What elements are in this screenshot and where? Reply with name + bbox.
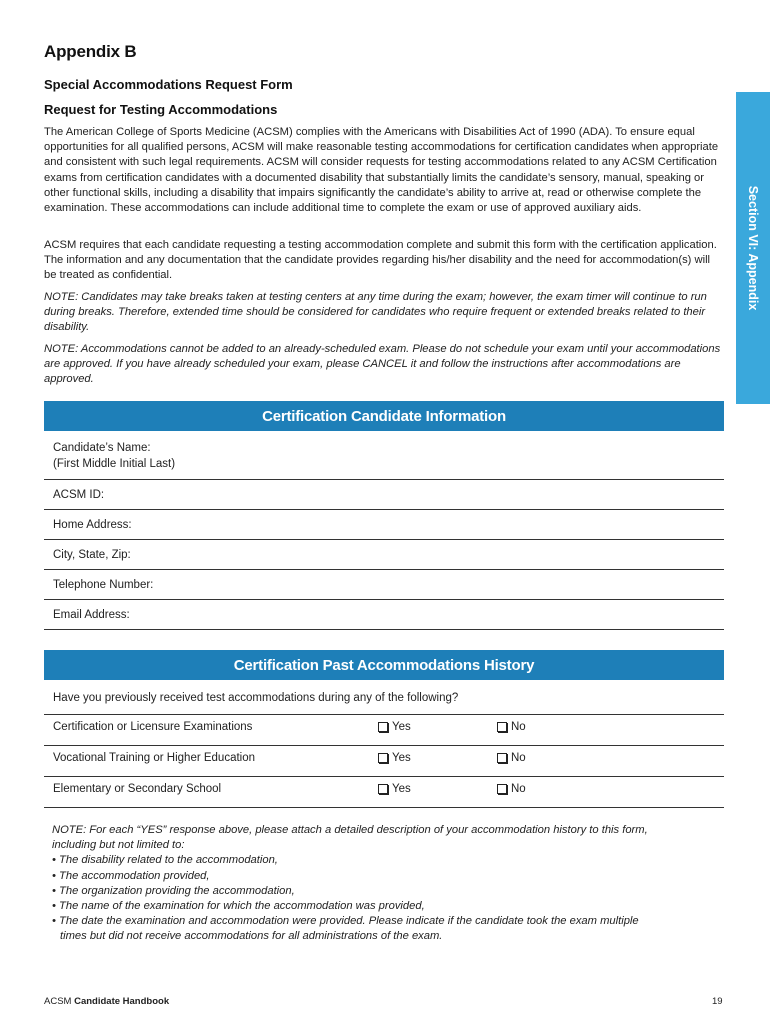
history-question-text: Have you previously received test accommodations during any of the following? [53,692,459,704]
telephone-label: Telephone Number: [53,579,154,591]
telephone-field[interactable] [44,570,724,600]
city-state-zip-field[interactable] [44,540,724,570]
certification-no-checkbox[interactable] [497,721,526,733]
history-note-item: • The disability related to the accommodation, [52,854,278,867]
checkbox-icon [378,753,388,763]
email-label: Email Address: [53,609,130,621]
no-label: No [511,783,526,795]
checkbox-icon [497,753,507,763]
checkbox-icon [497,722,507,732]
page-number: 19 [712,996,723,1007]
history-row-label: Certification or Licensure Examinations [53,721,253,733]
home-address-label: Home Address: [53,519,132,531]
elementary-no-checkbox[interactable] [497,783,526,795]
history-note-item: • The name of the examination for which the accommodation was provided, [52,900,425,913]
email-field[interactable] [44,600,724,630]
history-note-intro-2: including but not limited to: [52,839,185,852]
intro-paragraph: The American College of Sports Medicine (ACSM) complies with the Americans with Disabilities Act of 1990 (ADA). To ensure equal opportunities for all qualified persons, ACSM will make reasonable testing accommodations for certification candidates when appropriate and consistent with such legal requirements. ACSM will consider requests for testing accommodations related to any ACSM Certification exams from certification candidates with a documented disability that substantially limits the candidate’s sensory, manual, speaking or other functional skills, including a disability that impairs significantly the candidate’s ability to arrive at, read or otherwise complete the examination. These accommodations can include additional time to complete the exam or use of approved auxiliary aids. [44,126,719,215]
history-row-elementary [44,776,724,808]
footer-org: ACSM [44,996,72,1007]
city-state-zip-label: City, State, Zip: [53,549,131,561]
vocational-no-checkbox[interactable] [497,752,526,764]
history-note [52,823,732,945]
section-side-tab-label: Section VI: Appendix [746,185,760,311]
accommodations-history-header: Certification Past Accommodations History [44,650,724,680]
form-subtitle: Request for Testing Accommodations [44,102,278,117]
history-question [44,681,724,715]
history-note-item: • The organization providing the accommodation, [52,884,295,897]
footer-handbook [44,996,169,1007]
history-note-continuation: times but did not receive accommodations for all administrations of the exam. [60,930,443,943]
history-row-label: Elementary or Secondary School [53,783,222,795]
checkbox-icon [378,722,388,732]
form-title: Special Accommodations Request Form [44,77,293,92]
section-side-tab [736,92,770,404]
no-label: No [511,752,526,764]
home-address-field[interactable] [44,510,724,540]
yes-label: Yes [392,721,411,733]
acsm-id-label: ACSM ID: [53,489,105,501]
history-row-certification [44,714,724,746]
candidate-name-label: Candidate’s Name: [53,442,151,454]
appendix-title: Appendix B [44,42,137,61]
candidate-name-field[interactable] [44,432,724,480]
checkbox-icon [497,784,507,794]
acsm-id-field[interactable] [44,480,724,510]
history-note-item: • The date the examination and accommodation were provided. Please indicate if the candidate took the exam multiple [52,915,639,928]
vocational-yes-checkbox[interactable] [378,752,411,764]
yes-label: Yes [392,752,411,764]
history-note-item: • The accommodation provided, [52,869,210,882]
elementary-yes-checkbox[interactable] [378,783,411,795]
yes-label: Yes [392,783,411,795]
scheduling-note: NOTE: Accommodations cannot be added to an already-scheduled exam. Please do not schedule your exam until your accommodations are approved. If you have already scheduled your exam, please CANCEL it and follow the instructions after accommodations are approved. [44,343,721,386]
history-note-intro-1: NOTE: For each “YES” response above, please attach a detailed description of your accommodation history to this form, [52,824,648,836]
history-row-vocational [44,745,724,777]
history-row-label: Vocational Training or Higher Education [53,752,256,764]
footer-handbook-title: Candidate Handbook [74,996,170,1007]
certification-yes-checkbox[interactable] [378,721,411,733]
breaks-note: NOTE: Candidates may take breaks taken at testing centers at any time during the exam; however, the exam timer will continue to run during breaks. Therefore, extended time should be considered for candidates who require frequent or extended breaks related to their disability. [44,291,707,334]
no-label: No [511,721,526,733]
candidate-info-header: Certification Candidate Information [44,401,724,431]
requirements-paragraph: ACSM requires that each candidate requesting a testing accommodation complete and submit this form with the certification application. The information and any documentation that the candidate provides regarding his/her disability and the need for accommodation(s) will be treated as confidential. [44,239,717,282]
checkbox-icon [378,784,388,794]
candidate-name-hint: (First Middle Initial Last) [53,458,176,470]
